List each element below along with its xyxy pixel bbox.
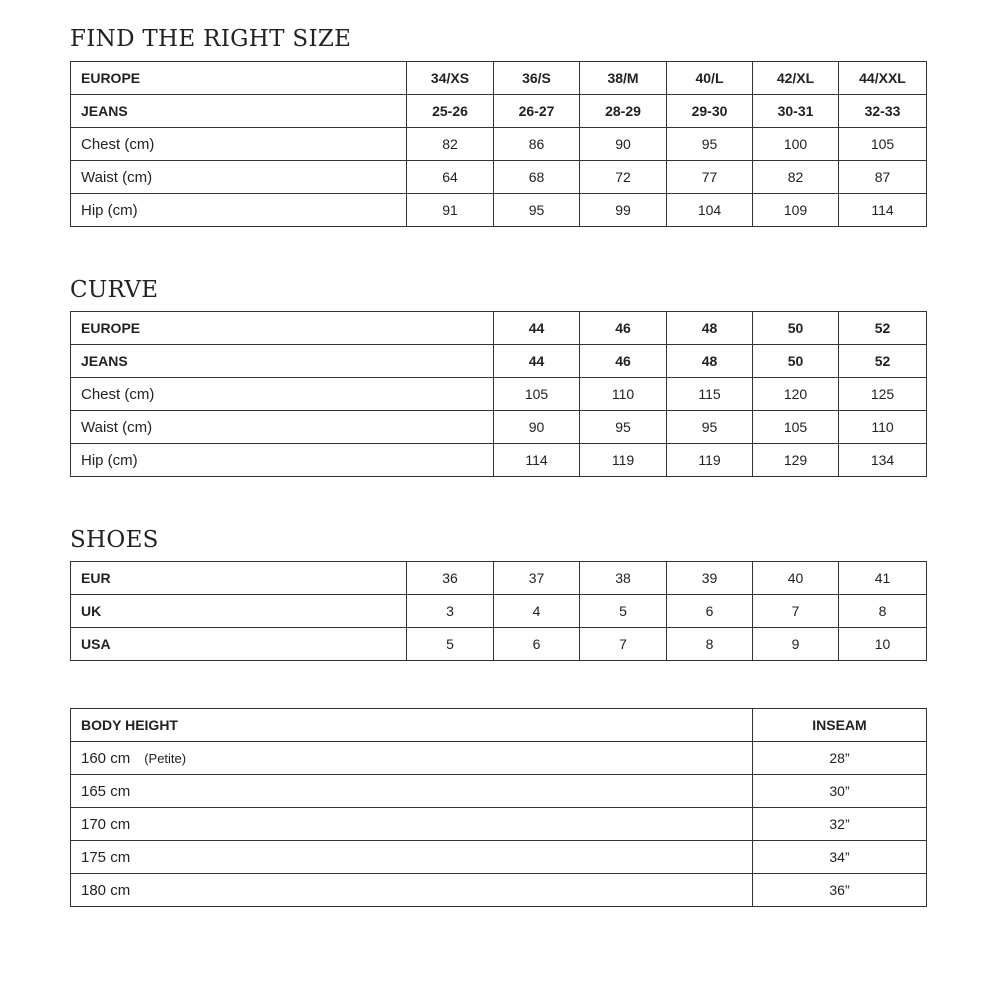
size-cell: 77 (667, 161, 753, 194)
petite-note: (Petite) (144, 750, 187, 766)
body-height-cell: 180 cm (71, 874, 753, 907)
table-row (71, 128, 927, 161)
size-cell: 38 (580, 562, 667, 595)
body-height-header: BODY HEIGHT (71, 709, 753, 742)
size-cell: 3 (407, 595, 494, 628)
size-cell: 36/S (494, 62, 580, 95)
table-row (71, 742, 927, 775)
size-cell: 40/L (667, 62, 753, 95)
size-cell: 38/M (580, 62, 667, 95)
size-cell: 8 (839, 595, 927, 628)
row-label: UK (71, 595, 407, 628)
size-cell: 5 (407, 628, 494, 661)
size-cell: 39 (667, 562, 753, 595)
size-cell: 48 (667, 312, 753, 345)
size-cell: 105 (839, 128, 927, 161)
size-cell: 95 (667, 411, 753, 444)
table-row (71, 874, 927, 907)
size-cell: 46 (580, 345, 667, 378)
size-cell: 4 (494, 595, 580, 628)
size-cell: 64 (407, 161, 494, 194)
row-label: USA (71, 628, 407, 661)
table-row (71, 194, 927, 227)
table-row (71, 444, 927, 477)
size-cell: 48 (667, 345, 753, 378)
table-row (71, 161, 927, 194)
size-cell: 26-27 (494, 95, 580, 128)
size-cell: 8 (667, 628, 753, 661)
body-height-value: 160 cm (81, 749, 131, 767)
row-label: Waist (cm) (71, 161, 407, 194)
size-cell: 6 (494, 628, 580, 661)
size-cell: 99 (580, 194, 667, 227)
size-cell: 95 (494, 194, 580, 227)
row-label: JEANS (71, 345, 494, 378)
table-row (71, 841, 927, 874)
size-cell: 5 (580, 595, 667, 628)
size-cell: 114 (494, 444, 580, 477)
inseam-cell: 34” (753, 841, 927, 874)
inseam-cell: 32” (753, 808, 927, 841)
curve-chart-title: CURVE (70, 277, 159, 303)
size-cell: 7 (753, 595, 839, 628)
size-cell: 125 (839, 378, 927, 411)
size-cell: 40 (753, 562, 839, 595)
size-cell: 100 (753, 128, 839, 161)
inseam-header: INSEAM (753, 709, 927, 742)
table-row (71, 562, 927, 595)
size-cell: 95 (580, 411, 667, 444)
size-cell: 9 (753, 628, 839, 661)
inseam-chart-table (70, 708, 927, 907)
size-cell: 32-33 (839, 95, 927, 128)
size-cell: 109 (753, 194, 839, 227)
size-chart-table (70, 61, 927, 227)
size-cell: 68 (494, 161, 580, 194)
size-cell: 105 (753, 411, 839, 444)
size-cell: 29-30 (667, 95, 753, 128)
size-cell: 110 (580, 378, 667, 411)
size-cell: 42/XL (753, 62, 839, 95)
size-cell: 95 (667, 128, 753, 161)
size-chart-title: FIND THE RIGHT SIZE (70, 26, 352, 52)
table-row (71, 345, 927, 378)
size-cell: 90 (494, 411, 580, 444)
size-cell: 82 (753, 161, 839, 194)
table-row (71, 595, 927, 628)
body-height-cell: 170 cm (71, 808, 753, 841)
size-cell: 52 (839, 345, 927, 378)
row-label: Waist (cm) (71, 411, 494, 444)
size-cell: 129 (753, 444, 839, 477)
size-cell: 115 (667, 378, 753, 411)
size-cell: 28-29 (580, 95, 667, 128)
shoes-chart-title: SHOES (70, 527, 159, 553)
row-label: EUR (71, 562, 407, 595)
table-row (71, 62, 927, 95)
table-row (71, 378, 927, 411)
size-cell: 44 (494, 312, 580, 345)
row-label: EUROPE (71, 62, 407, 95)
size-cell: 36 (407, 562, 494, 595)
size-cell: 46 (580, 312, 667, 345)
body-height-cell (71, 742, 753, 775)
table-row (71, 709, 927, 742)
size-cell: 52 (839, 312, 927, 345)
body-height-cell: 165 cm (71, 775, 753, 808)
table-row (71, 95, 927, 128)
size-cell: 119 (580, 444, 667, 477)
inseam-cell: 36” (753, 874, 927, 907)
size-cell: 110 (839, 411, 927, 444)
size-cell: 7 (580, 628, 667, 661)
table-row (71, 808, 927, 841)
size-cell: 44 (494, 345, 580, 378)
size-cell: 134 (839, 444, 927, 477)
row-label: Chest (cm) (71, 378, 494, 411)
body-height-cell: 175 cm (71, 841, 753, 874)
row-label: EUROPE (71, 312, 494, 345)
size-cell: 41 (839, 562, 927, 595)
curve-chart-table (70, 311, 927, 477)
size-cell: 6 (667, 595, 753, 628)
size-cell: 72 (580, 161, 667, 194)
size-cell: 34/XS (407, 62, 494, 95)
size-cell: 82 (407, 128, 494, 161)
row-label: Chest (cm) (71, 128, 407, 161)
size-cell: 119 (667, 444, 753, 477)
size-cell: 25-26 (407, 95, 494, 128)
size-cell: 87 (839, 161, 927, 194)
size-cell: 50 (753, 312, 839, 345)
size-cell: 104 (667, 194, 753, 227)
row-label: JEANS (71, 95, 407, 128)
size-cell: 90 (580, 128, 667, 161)
inseam-cell: 30” (753, 775, 927, 808)
size-cell: 105 (494, 378, 580, 411)
row-label: Hip (cm) (71, 444, 494, 477)
size-cell: 30-31 (753, 95, 839, 128)
table-row (71, 628, 927, 661)
size-cell: 114 (839, 194, 927, 227)
size-cell: 37 (494, 562, 580, 595)
row-label: Hip (cm) (71, 194, 407, 227)
size-cell: 86 (494, 128, 580, 161)
inseam-cell: 28” (753, 742, 927, 775)
table-row (71, 775, 927, 808)
size-cell: 10 (839, 628, 927, 661)
shoes-chart-table (70, 561, 927, 661)
size-cell: 44/XXL (839, 62, 927, 95)
size-cell: 91 (407, 194, 494, 227)
size-cell: 120 (753, 378, 839, 411)
table-row (71, 411, 927, 444)
table-row (71, 312, 927, 345)
size-cell: 50 (753, 345, 839, 378)
